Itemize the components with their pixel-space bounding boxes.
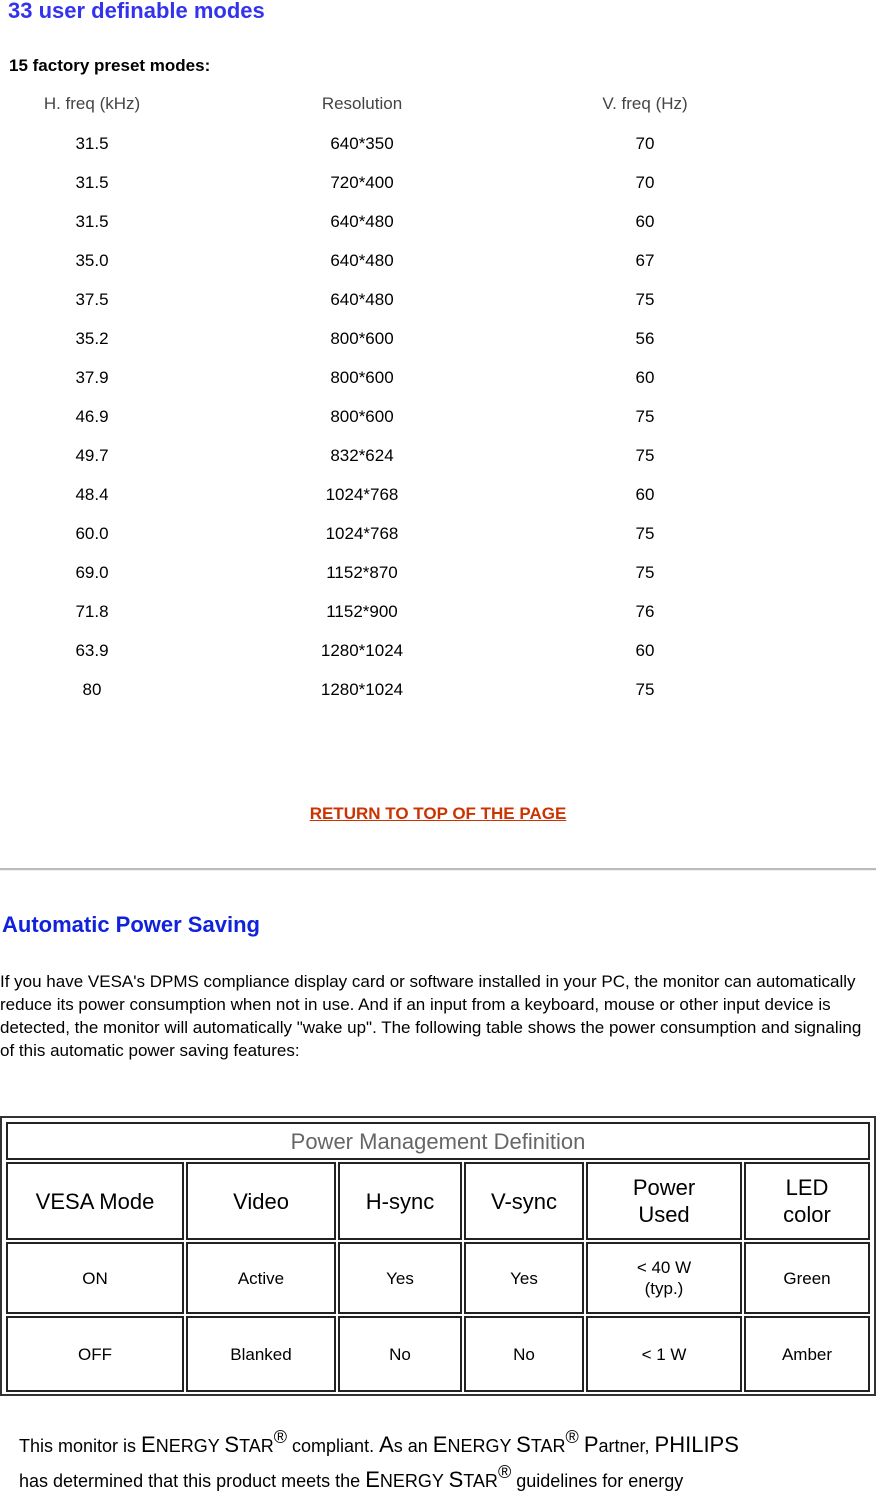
table-cell: 75 [635, 563, 655, 582]
table-row [0, 407, 876, 437]
table-cell: 60 [635, 368, 655, 387]
table-cell: 49.7 [75, 446, 109, 465]
table-cell: Yes [338, 1242, 462, 1314]
header-vsync: V-sync [464, 1162, 584, 1240]
table-row [0, 251, 876, 281]
table-cell: Blanked [186, 1316, 336, 1392]
table-caption: Power Management Definition [6, 1122, 870, 1160]
page-title: 33 user definable modes [8, 0, 265, 23]
energy-star-statement: This monitor is ENERGY STAR® compliant. As an ENERGY STAR® Partner, PHILIPS has determined that this product meets the ENERGY STAR® guidelines for energy [19, 1427, 739, 1492]
table-cell: 75 [635, 407, 655, 426]
brand-name: PHILIPS [654, 1432, 739, 1457]
table-cell: 800*600 [330, 368, 394, 387]
return-to-top-link[interactable]: RETURN TO TOP OF THE PAGE [309, 804, 567, 823]
table-row [0, 485, 876, 515]
table-cell: 31.5 [75, 173, 109, 192]
table-row [0, 680, 876, 710]
header-video: Video [186, 1162, 336, 1240]
table-cell: 720*400 [330, 173, 394, 192]
table-cell: Amber [744, 1316, 870, 1392]
table-cell: Yes [464, 1242, 584, 1314]
table-row [0, 602, 876, 632]
table-cell: 69.0 [75, 563, 109, 582]
table-cell: No [464, 1316, 584, 1392]
table-cell: 70 [635, 173, 655, 192]
header-led-color: LED color [744, 1162, 870, 1240]
power-saving-description: If you have VESA's DPMS compliance display card or software installed in your PC, the monitor can automatically reduce its power consumption when not in use. And if an input from a keyboard, mouse or other input device is detected, the monitor will automatically "wake up". The following table shows the power consumption and signaling of this automatic power saving features: [0, 972, 862, 1060]
table-cell: 1280*1024 [320, 680, 404, 699]
table-cell: 1280*1024 [320, 641, 404, 660]
table-cell: 75 [635, 446, 655, 465]
table-row [0, 134, 876, 164]
table-cell: 70 [635, 134, 655, 153]
table-cell: < 1 W [586, 1316, 742, 1392]
header-hfreq: H. freq (kHz) [43, 94, 141, 113]
preset-modes-subtitle: 15 factory preset modes: [9, 56, 211, 75]
table-cell: 640*480 [330, 290, 394, 309]
table-cell: < 40 W (typ.) [586, 1242, 742, 1314]
table-cell: 75 [635, 680, 655, 699]
table-cell: 1024*768 [325, 485, 399, 504]
table-cell: 640*480 [330, 251, 394, 270]
table-cell: 80 [82, 680, 102, 699]
table-cell: 640*480 [330, 212, 394, 231]
table-cell: 800*600 [330, 329, 394, 348]
table-cell: 800*600 [330, 407, 394, 426]
table-row [0, 641, 876, 671]
table-cell: No [338, 1316, 462, 1392]
header-hsync: H-sync [338, 1162, 462, 1240]
table-header-row [0, 94, 876, 124]
table-cell: 35.0 [75, 251, 109, 270]
table-row [0, 173, 876, 203]
table-row [0, 329, 876, 359]
header-vesa-mode: VESA Mode [6, 1162, 184, 1240]
table-cell: Active [186, 1242, 336, 1314]
table-cell: 71.8 [75, 602, 109, 621]
table-cell: 67 [635, 251, 655, 270]
table-cell: 1024*768 [325, 524, 399, 543]
header-resolution: Resolution [321, 94, 403, 113]
table-cell: 60 [635, 485, 655, 504]
table-row [0, 212, 876, 242]
table-cell: 46.9 [75, 407, 109, 426]
table-row [0, 563, 876, 593]
table-cell: 1152*870 [326, 563, 398, 582]
horizontal-divider [0, 868, 876, 871]
table-cell: 75 [635, 290, 655, 309]
table-cell: Green [744, 1242, 870, 1314]
table-cell: 1152*900 [326, 602, 398, 621]
table-cell: 37.9 [75, 368, 109, 387]
power-management-table [0, 1116, 876, 1396]
header-power-used: Power Used [586, 1162, 742, 1240]
table-cell: 60.0 [75, 524, 109, 543]
table-row [0, 446, 876, 476]
table-cell: 31.5 [75, 134, 109, 153]
table-cell: 63.9 [75, 641, 109, 660]
table-cell: 75 [635, 524, 655, 543]
power-saving-title: Automatic Power Saving [2, 912, 260, 937]
table-row [0, 368, 876, 398]
table-cell: 31.5 [75, 212, 109, 231]
table-cell: 832*624 [330, 446, 394, 465]
table-cell: 48.4 [75, 485, 109, 504]
table-cell: 76 [635, 602, 655, 621]
table-cell: 640*350 [330, 134, 394, 153]
table-cell: 60 [635, 212, 655, 231]
table-cell: 37.5 [75, 290, 109, 309]
table-row [0, 524, 876, 554]
table-row [0, 290, 876, 320]
header-vfreq: V. freq (Hz) [602, 94, 688, 113]
table-cell: OFF [6, 1316, 184, 1392]
table-cell: 60 [635, 641, 655, 660]
table-cell: 56 [635, 329, 655, 348]
table-cell: 35.2 [75, 329, 109, 348]
table-cell: ON [6, 1242, 184, 1314]
